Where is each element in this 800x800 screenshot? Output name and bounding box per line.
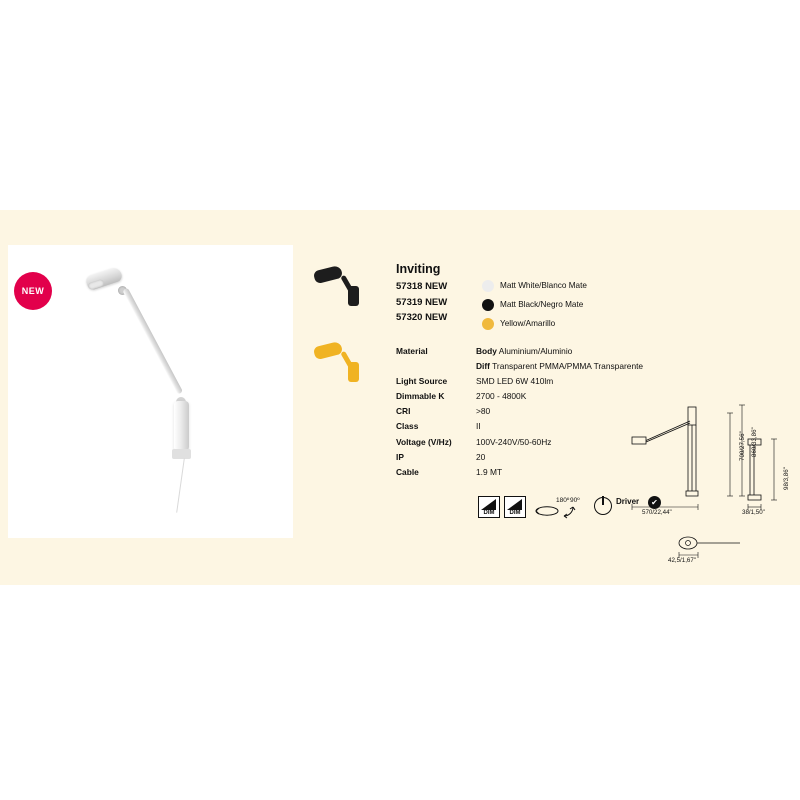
spec-value-text: Transparent PMMA/PMMA Transparente: [489, 361, 644, 372]
finish-swatch-icon: [482, 318, 494, 330]
dim-label: DIM: [509, 510, 521, 516]
finish-row: [482, 295, 587, 314]
finish-row: [482, 314, 587, 333]
lamp-arm: [122, 288, 183, 395]
finish-swatch-icon: [482, 299, 494, 311]
lamp-body: [174, 401, 189, 451]
spec-value: 20: [476, 451, 486, 462]
dim-head-height-label: 98/3,86": [783, 467, 790, 490]
spec-key: [396, 359, 476, 374]
finish-label: Matt Black/Negro Mate: [500, 300, 584, 309]
spec-key: Material: [396, 346, 428, 356]
specification-table: [396, 344, 643, 480]
variant-thumbnail-black[interactable]: [310, 262, 372, 308]
finish-list: [482, 276, 587, 333]
finish-label: Matt White/Blanco Mate: [500, 281, 587, 290]
dimmable-icon-1: [478, 496, 500, 518]
product-code-number: 57318: [396, 281, 423, 292]
spec-value: [476, 359, 643, 374]
spec-row: [396, 359, 643, 374]
spec-value: 1.9 MT: [476, 466, 503, 477]
product-code-tag: NEW: [425, 312, 448, 323]
spec-key: Voltage (V/Hz): [396, 436, 452, 447]
rotation-vertical-label: 90º: [570, 497, 580, 504]
product-code-row: [396, 310, 447, 326]
product-code-row: [396, 295, 447, 311]
spec-value: 2700 - 4800K: [476, 391, 527, 402]
thumb-body-icon: [348, 362, 359, 382]
product-title: Inviting: [396, 262, 441, 276]
spec-value-bold: Diff: [476, 361, 490, 372]
spec-key: Cable: [396, 466, 419, 477]
spec-row: [396, 419, 643, 434]
product-code-number: 57319: [396, 296, 423, 308]
spec-row: [396, 465, 643, 480]
driver-check-icon: ✔: [648, 496, 661, 509]
spec-value: 100V-240V/50-60Hz: [476, 436, 552, 447]
lamp-cord: [176, 458, 185, 513]
finish-label: Yellow/Amarillo: [500, 319, 556, 328]
finish-row: [482, 276, 587, 295]
variant-thumbnail-yellow[interactable]: [310, 338, 372, 384]
spec-row: [396, 389, 643, 404]
product-code-list: [396, 279, 447, 326]
dim-switch-size-label: 42,5/1,67": [668, 557, 697, 564]
spec-row: [396, 450, 643, 465]
spec-value: >80: [476, 406, 491, 417]
new-badge: NEW: [14, 272, 52, 310]
spec-value: SMD LED 6W 410lm: [476, 376, 554, 387]
technical-drawing-svg: [620, 395, 795, 580]
dimmable-icon-2: [504, 496, 526, 518]
dim-base-width-label: 38/1,50": [742, 509, 765, 516]
spec-key: Light Source: [396, 376, 448, 387]
finish-swatch-icon: [482, 280, 494, 292]
product-code-tag: NEW: [425, 281, 448, 292]
spec-key: IP: [396, 451, 404, 462]
spec-value-text: Aluminium/Aluminio: [496, 346, 573, 356]
spec-row: [396, 404, 643, 419]
thumb-head-icon: [313, 265, 343, 284]
dim-triangle-icon: [507, 499, 522, 510]
spec-value: [476, 344, 572, 359]
dim-triangle-icon: [481, 499, 496, 510]
power-switch-icon: [594, 497, 612, 515]
dim-reach-label: 570/22,44": [642, 509, 672, 516]
lamp-base: [172, 449, 191, 459]
technical-drawing: [620, 395, 795, 580]
product-code-number: 57320: [396, 312, 423, 323]
spec-row: [396, 435, 643, 450]
product-photo-lamp: [60, 255, 240, 515]
spec-value: II: [476, 421, 481, 432]
product-code-row: [396, 279, 447, 295]
spec-row: [396, 374, 643, 389]
rotation-horizontal-label: 180º: [556, 497, 570, 504]
thumb-head-icon: [313, 341, 343, 360]
spec-key: CRI: [396, 406, 411, 417]
spec-key: Class: [396, 421, 419, 432]
dim-total-height-label: 860/33,86": [751, 427, 758, 457]
spec-key: Dimmable K: [396, 391, 445, 402]
driver-label: Driver: [616, 497, 640, 506]
dim-arm-height-label: 700/27,56": [739, 431, 746, 461]
spec-row: [396, 344, 643, 359]
spec-value-bold: Body: [476, 346, 497, 356]
rotation-icon: [534, 497, 580, 519]
product-code-tag: NEW: [425, 296, 448, 308]
dim-label: DIM: [483, 510, 495, 516]
thumb-body-icon: [348, 286, 359, 306]
